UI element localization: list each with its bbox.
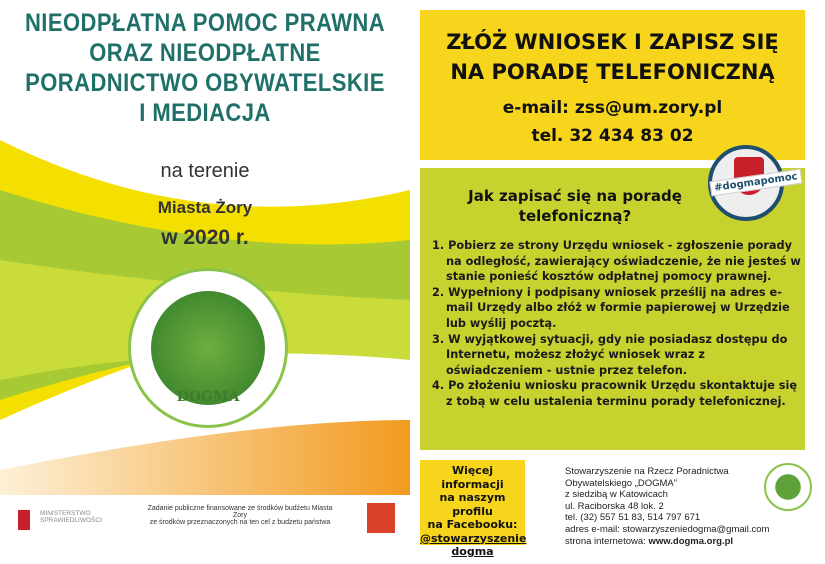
step-item: 3. W wyjątkowej sytuacji, gdy nie posiadasz dostępu do Internetu, możesz złożyć wniosek wraz z oświadczeniem - ustnie przez telefon. (432, 332, 788, 377)
logo-name: DOGMA (176, 389, 240, 405)
title-line: PORADNICTWO OBYWATELSKIE (25, 69, 385, 97)
zory-logo-icon (367, 503, 395, 533)
question-heading: Jak zapisać się na poradę telefoniczną? (468, 187, 682, 225)
area-text: na terenie (160, 160, 250, 182)
web-label: strona internetowa: (565, 535, 649, 547)
step-item: 1. Pobierz ze strony Urzędu wniosek - zgłoszenie porady na odległość, zawierający oświadczenie, że nie jesteś w stanie ponieść kosztów odpłatnej pomocy prawnej. (432, 239, 801, 284)
headline-box (420, 10, 805, 160)
tree-icon (151, 291, 265, 405)
facebook-box (420, 460, 527, 558)
dogma-logo (128, 268, 288, 428)
facebook-link[interactable]: dogma (451, 545, 494, 558)
email-text: e-mail: zss@um.zory.pl (502, 98, 723, 118)
step-item: 4. Po złożeniu wniosku pracownik Urzędu skontaktuje się z tobą w celu ustalenia terminu porady telefonicznej. (432, 379, 798, 408)
contact-line: z siedzibą w Katowicach (565, 489, 668, 501)
eagle-emblem-icon (18, 510, 30, 530)
contact-line: tel. (32) 557 51 83, 514 797 671 (565, 512, 701, 524)
fb-line: na Facebooku: (427, 518, 518, 531)
hashtag-label: #dogmapomoc (709, 169, 802, 197)
contact-line: Stowarzyszenie na Rzecz Poradnictwa (565, 466, 729, 477)
fb-line: Więcej informacji (441, 464, 504, 491)
year-text: w 2020 r. (161, 226, 249, 249)
headline-line: NA PORADĘ TELEFONICZNĄ (450, 60, 775, 84)
dogmapomoc-badge (708, 145, 799, 221)
dogma-small-logo-icon (764, 463, 812, 511)
funding-line: Zadanie publiczne finansowane ze środków budżetu Miasta Żory (147, 505, 333, 519)
title-line: ORAZ NIEODPŁATNE (89, 39, 321, 67)
contact-line: ul. Raciborska 48 lok. 2 (565, 500, 664, 512)
funding-line: ze środków przeznaczonych na ten cel z budżetu państwa (149, 519, 331, 526)
contact-info (565, 466, 769, 547)
contact-email[interactable]: adres e-mail: stowarzyszeniedogma@gmail.com (565, 523, 770, 535)
funding-note (140, 505, 340, 526)
phone-text: tel. 32 434 83 02 (531, 126, 694, 146)
title-line: NIEODPŁATNA POMOC PRAWNA (24, 9, 386, 37)
headline-line: ZŁÓŻ WNIOSEK I ZAPISZ SIĘ (446, 30, 779, 54)
fb-line: na naszym profilu (439, 491, 506, 518)
title-line: I MEDIACJA (139, 99, 271, 127)
step-item: 2. Wypełniony i podpisany wniosek prześlij na adres e-mail Urzędy albo złóż w formie papierowej w Urzędzie lub wyślij pocztą. (432, 285, 790, 330)
city-text: Miasta Żory (157, 198, 253, 217)
contact-line: Obywatelskiego „DOGMA” (565, 477, 677, 489)
left-poster (0, 0, 410, 564)
website-link[interactable]: www.dogma.org.pl (648, 535, 734, 547)
facebook-link[interactable]: @stowarzyszenie (420, 531, 527, 545)
ministry-logo: MINISTERSTWO SPRAWIEDLIWOŚCI (40, 510, 102, 524)
steps-list (432, 238, 802, 410)
poster-title (25, 8, 386, 128)
